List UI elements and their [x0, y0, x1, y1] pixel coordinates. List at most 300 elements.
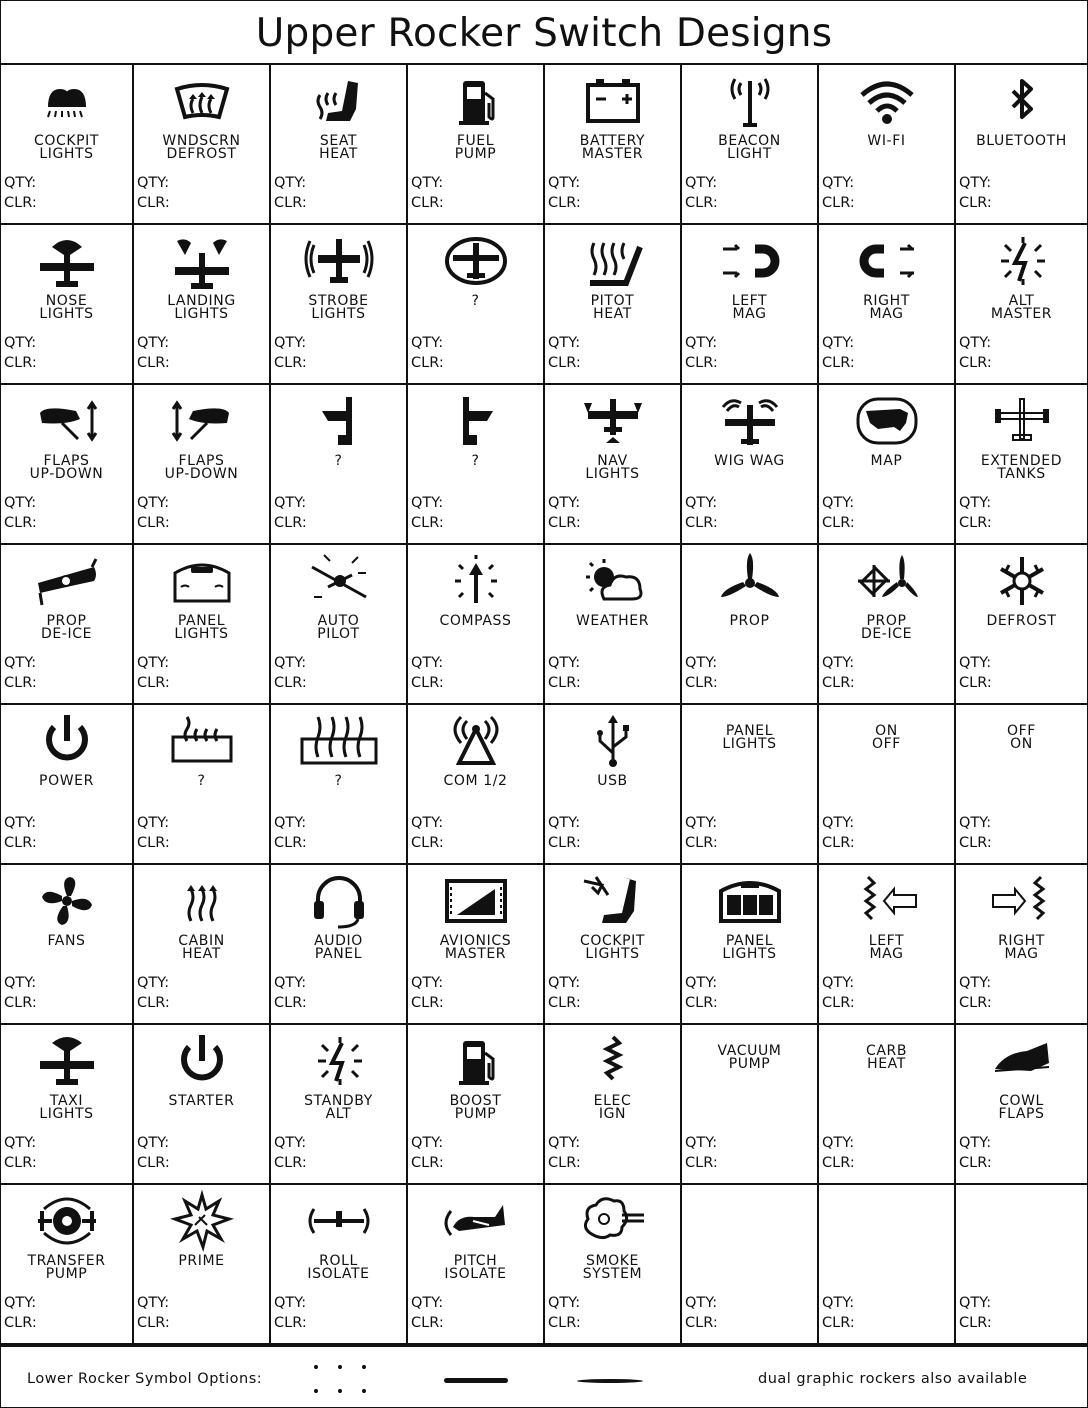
clr-label: CLR: [822, 1315, 855, 1331]
lower-rocker-options-label: Lower Rocker Symbol Options: [27, 1371, 263, 1387]
switch-label: FANS [47, 933, 86, 949]
clr-label: CLR: [685, 515, 718, 531]
qty-label: QTY: [274, 815, 307, 831]
switch-label: PROP DE-ICE [860, 613, 913, 642]
clr-label: CLR: [548, 675, 581, 691]
flaps-left-icon [134, 393, 269, 449]
qty-label: QTY: [137, 815, 170, 831]
taxi-lights-icon [1, 1033, 132, 1089]
switch-label: FLAPS UP-DOWN [29, 453, 104, 482]
qty-label: QTY: [137, 175, 170, 191]
switch-design-cell [1, 65, 134, 225]
switch-design-cell [271, 65, 408, 225]
qty-label: QTY: [274, 1295, 307, 1311]
clr-label: CLR: [274, 835, 307, 851]
qty-label: QTY: [959, 495, 992, 511]
qty-label: QTY: [137, 975, 170, 991]
switch-label: WIG WAG [714, 453, 785, 469]
heater-small-icon [134, 713, 269, 769]
magnet-right-icon [819, 233, 954, 289]
qty-label: QTY: [822, 655, 855, 671]
clr-label: CLR: [548, 995, 581, 1011]
clr-label: CLR: [822, 1155, 855, 1171]
smoke-system-icon [545, 1193, 680, 1249]
switch-design-cell [271, 865, 408, 1025]
spark-arrow-right-icon [956, 873, 1087, 929]
switch-label: COMPASS [439, 613, 512, 629]
switch-design-cell [271, 225, 408, 385]
switch-design-cell [134, 705, 271, 865]
flaps-right-icon [1, 393, 132, 449]
clr-label: CLR: [685, 195, 718, 211]
wing-section-right-icon [408, 393, 543, 449]
weather-icon [545, 553, 680, 609]
clr-label: CLR: [411, 195, 444, 211]
switch-design-cell [134, 225, 271, 385]
alt-master-icon [956, 233, 1087, 289]
qty-label: QTY: [411, 655, 444, 671]
qty-label: QTY: [959, 1135, 992, 1151]
switch-design-cell [134, 385, 271, 545]
switch-label: BATTERY MASTER [579, 133, 646, 162]
clr-label: CLR: [959, 1315, 992, 1331]
bluetooth-icon [956, 73, 1087, 129]
dot-symbol-dot [314, 1365, 318, 1369]
switch-design-cell [545, 225, 682, 385]
cockpit-seat-light-icon [545, 873, 680, 929]
dot-symbol-dot [314, 1389, 318, 1393]
switch-label: COCKPIT LIGHTS [33, 133, 100, 162]
switch-design-cell [134, 1185, 271, 1345]
switch-design-cell [408, 865, 545, 1025]
qty-label: QTY: [685, 175, 718, 191]
clr-label: CLR: [411, 1315, 444, 1331]
switch-design-cell [682, 705, 819, 865]
switch-label: RIGHT MAG [863, 293, 910, 322]
windscreen-defrost-icon [134, 73, 269, 129]
switch-label: BLUETOOTH [976, 133, 1067, 149]
clr-label: CLR: [274, 195, 307, 211]
switch-design-cell [819, 545, 956, 705]
clr-label: CLR: [548, 835, 581, 851]
qty-label: QTY: [4, 1295, 37, 1311]
clr-label: CLR: [411, 355, 444, 371]
switch-design-cell [682, 545, 819, 705]
clr-label: CLR: [137, 1315, 170, 1331]
switch-design-cell [545, 385, 682, 545]
qty-label: QTY: [4, 495, 37, 511]
tapered-line-symbol-option [577, 1379, 643, 1383]
switch-label: COWL FLAPS [998, 1093, 1045, 1122]
nose-lights-icon [1, 233, 132, 289]
qty-label: QTY: [274, 175, 307, 191]
switch-design-cell [1, 545, 134, 705]
switch-label: LEFT MAG [731, 293, 768, 322]
clr-label: CLR: [4, 355, 37, 371]
cockpit-lights-icon [1, 73, 132, 129]
clr-label: CLR: [685, 1315, 718, 1331]
clr-label: CLR: [4, 1315, 37, 1331]
clr-label: CLR: [959, 515, 992, 531]
switch-label: AVIONICS MASTER [439, 933, 512, 962]
landing-lights-icon [134, 233, 269, 289]
switch-design-cell [819, 1185, 956, 1345]
strobe-lights-icon [271, 233, 406, 289]
switch-label: FLAPS UP-DOWN [164, 453, 239, 482]
switch-label: DEFROST [986, 613, 1057, 629]
pitch-isolate-icon [408, 1193, 543, 1249]
qty-label: QTY: [548, 1135, 581, 1151]
switch-label: LANDING LIGHTS [167, 293, 236, 322]
switch-design-cell [271, 385, 408, 545]
qty-label: QTY: [548, 1295, 581, 1311]
headset-icon [271, 873, 406, 929]
clr-label: CLR: [822, 355, 855, 371]
switch-label: ALT MASTER [990, 293, 1053, 322]
switch-design-cell [819, 705, 956, 865]
qty-label: QTY: [411, 1295, 444, 1311]
switch-design-cell [271, 705, 408, 865]
qty-label: QTY: [411, 1135, 444, 1151]
qty-label: QTY: [137, 335, 170, 351]
clr-label: CLR: [685, 355, 718, 371]
clr-label: CLR: [685, 835, 718, 851]
roll-isolate-icon [271, 1193, 406, 1249]
switch-design-cell [956, 545, 1087, 705]
clr-label: CLR: [959, 1155, 992, 1171]
clr-label: CLR: [4, 995, 37, 1011]
clr-label: CLR: [4, 835, 37, 851]
switch-label: PITCH ISOLATE [444, 1253, 507, 1282]
switch-design-cell [134, 545, 271, 705]
line-symbol-option [444, 1378, 508, 1383]
switch-label: ? [334, 453, 343, 469]
qty-label: QTY: [548, 655, 581, 671]
qty-label: QTY: [274, 335, 307, 351]
switch-label: NOSE LIGHTS [39, 293, 94, 322]
qty-label: QTY: [4, 655, 37, 671]
switch-design-cell [819, 225, 956, 385]
switch-design-cell [545, 545, 682, 705]
switch-design-cell [1, 385, 134, 545]
clr-label: CLR: [274, 675, 307, 691]
beacon-icon [682, 73, 817, 129]
clr-label: CLR: [548, 1315, 581, 1331]
clr-label: CLR: [959, 195, 992, 211]
switch-design-cell [134, 65, 271, 225]
clr-label: CLR: [959, 675, 992, 691]
power-icon [134, 1033, 269, 1089]
clr-label: CLR: [822, 195, 855, 211]
fuel-pump-icon [408, 1033, 543, 1089]
qty-label: QTY: [137, 1135, 170, 1151]
qty-label: QTY: [137, 495, 170, 511]
qty-label: QTY: [959, 175, 992, 191]
switch-label: SEAT HEAT [319, 133, 358, 162]
qty-label: QTY: [959, 975, 992, 991]
clr-label: CLR: [411, 995, 444, 1011]
switch-label: COCKPIT LIGHTS [579, 933, 646, 962]
magnet-left-icon [682, 233, 817, 289]
qty-label: QTY: [411, 175, 444, 191]
switch-design-cell [956, 385, 1087, 545]
switch-label: NAV LIGHTS [585, 453, 640, 482]
switch-design-cell [956, 705, 1087, 865]
switch-design-cell [408, 1185, 545, 1345]
qty-label: QTY: [411, 495, 444, 511]
switch-design-cell [819, 385, 956, 545]
clr-label: CLR: [274, 995, 307, 1011]
wing-section-left-icon [271, 393, 406, 449]
qty-label: QTY: [685, 1295, 718, 1311]
transfer-pump-icon [1, 1193, 132, 1249]
qty-label: QTY: [548, 175, 581, 191]
switch-design-cell [819, 1025, 956, 1185]
switch-design-cell [682, 385, 819, 545]
clr-label: CLR: [685, 675, 718, 691]
dot-symbol-dot [338, 1389, 342, 1393]
switch-label: ? [197, 773, 206, 789]
switch-design-cell [956, 865, 1087, 1025]
clr-label: CLR: [685, 1155, 718, 1171]
clr-label: CLR: [137, 995, 170, 1011]
qty-label: QTY: [822, 495, 855, 511]
switch-label: STROBE LIGHTS [308, 293, 369, 322]
qty-label: QTY: [685, 975, 718, 991]
clr-label: CLR: [274, 355, 307, 371]
switch-label: PANEL LIGHTS [174, 613, 229, 642]
switch-design-cell [545, 1185, 682, 1345]
clr-label: CLR: [4, 195, 37, 211]
page-title: Upper Rocker Switch Designs [1, 1, 1087, 65]
switch-label: PITOT HEAT [590, 293, 635, 322]
qty-label: QTY: [822, 815, 855, 831]
switch-design-cell [1, 1185, 134, 1345]
pitot-heat-icon [545, 233, 680, 289]
switch-label: SMOKE SYSTEM [582, 1253, 643, 1282]
switch-design-cell [682, 1185, 819, 1345]
clr-label: CLR: [822, 675, 855, 691]
qty-label: QTY: [4, 975, 37, 991]
snowflake-propeller-icon [819, 553, 954, 609]
clr-label: CLR: [137, 1155, 170, 1171]
dot-symbol-dot [362, 1389, 366, 1393]
clr-label: CLR: [822, 515, 855, 531]
qty-label: QTY: [4, 175, 37, 191]
switch-label: ROLL ISOLATE [307, 1253, 370, 1282]
qty-label: QTY: [548, 815, 581, 831]
switch-label: OFF ON [1007, 723, 1036, 752]
antenna-icon [408, 713, 543, 769]
clr-label: CLR: [4, 1155, 37, 1171]
seat-heat-icon [271, 73, 406, 129]
battery-icon [545, 73, 680, 129]
dot-symbol-dot [362, 1365, 366, 1369]
switch-label: COM 1/2 [443, 773, 508, 789]
spark-icon [545, 1033, 680, 1089]
heat-waves-icon [134, 873, 269, 929]
qty-label: QTY: [4, 335, 37, 351]
switch-label: TRANSFER PUMP [27, 1253, 106, 1282]
switch-label: LEFT MAG [868, 933, 905, 962]
autopilot-icon [271, 553, 406, 609]
switch-label: ? [471, 293, 480, 309]
switch-label: AUDIO PANEL [314, 933, 363, 962]
qty-label: QTY: [685, 1135, 718, 1151]
switch-design-cell [408, 385, 545, 545]
fan-icon [1, 873, 132, 929]
propeller-icon [682, 553, 817, 609]
qty-label: QTY: [411, 335, 444, 351]
switch-design-cell [408, 705, 545, 865]
switch-label: ELEC IGN [593, 1093, 632, 1122]
qty-label: QTY: [137, 1295, 170, 1311]
qty-label: QTY: [822, 1135, 855, 1151]
clr-label: CLR: [959, 835, 992, 851]
extended-tanks-icon [956, 393, 1087, 449]
clr-label: CLR: [959, 355, 992, 371]
switch-design-cell [682, 65, 819, 225]
switch-label: PANEL LIGHTS [722, 723, 777, 752]
clr-label: CLR: [137, 675, 170, 691]
switch-label: ? [334, 773, 343, 789]
clr-label: CLR: [274, 515, 307, 531]
clr-label: CLR: [411, 675, 444, 691]
dot-symbol-dot [338, 1365, 342, 1369]
switch-label: VACUUM PUMP [717, 1043, 782, 1072]
clr-label: CLR: [548, 1155, 581, 1171]
switch-design-cell [819, 865, 956, 1025]
switch-design-cell [271, 1185, 408, 1345]
qty-label: QTY: [411, 975, 444, 991]
prime-burst-icon [134, 1193, 269, 1249]
switch-label: CABIN HEAT [178, 933, 225, 962]
clr-label: CLR: [548, 355, 581, 371]
qty-label: QTY: [685, 655, 718, 671]
clr-label: CLR: [137, 515, 170, 531]
prop-blade-icon [1, 553, 132, 609]
qty-label: QTY: [4, 1135, 37, 1151]
clr-label: CLR: [411, 1155, 444, 1171]
switch-label: PROP DE-ICE [40, 613, 93, 642]
qty-label: QTY: [959, 655, 992, 671]
clr-label: CLR: [274, 1155, 307, 1171]
switch-label: BOOST PUMP [449, 1093, 502, 1122]
switch-label: MAP [870, 453, 903, 469]
clr-label: CLR: [959, 995, 992, 1011]
switch-design-cell [956, 1185, 1087, 1345]
cowl-flaps-icon [956, 1033, 1087, 1089]
switch-design-cell [1, 705, 134, 865]
instrument-panel-icon [682, 873, 817, 929]
switch-design-cell [408, 545, 545, 705]
map-icon [819, 393, 954, 449]
switch-design-cell [1, 865, 134, 1025]
nav-lights-icon [545, 393, 680, 449]
switch-design-cell [682, 865, 819, 1025]
qty-label: QTY: [959, 335, 992, 351]
qty-label: QTY: [274, 655, 307, 671]
fuel-pump-icon [408, 73, 543, 129]
clr-label: CLR: [4, 515, 37, 531]
heater-large-icon [271, 713, 406, 769]
airplane-oval-icon [408, 233, 543, 289]
avionics-display-icon [408, 873, 543, 929]
qty-label: QTY: [411, 815, 444, 831]
switch-label: PROP [729, 613, 770, 629]
qty-label: QTY: [959, 815, 992, 831]
qty-label: QTY: [548, 495, 581, 511]
switch-label: TAXI LIGHTS [39, 1093, 94, 1122]
qty-label: QTY: [959, 1295, 992, 1311]
switch-design-cell [956, 225, 1087, 385]
switch-label: EXTENDED TANKS [980, 453, 1063, 482]
switch-design-cell [1, 1025, 134, 1185]
clr-label: CLR: [822, 835, 855, 851]
clr-label: CLR: [137, 355, 170, 371]
switch-label: AUTO PILOT [317, 613, 360, 642]
switch-design-cell [545, 65, 682, 225]
usb-icon [545, 713, 680, 769]
dual-graphic-note: dual graphic rockers also available [758, 1371, 1028, 1387]
clr-label: CLR: [685, 995, 718, 1011]
switch-design-cell [408, 225, 545, 385]
wig-wag-icon [682, 393, 817, 449]
switch-label: POWER [39, 773, 94, 789]
qty-label: QTY: [548, 975, 581, 991]
switch-design-cell [956, 65, 1087, 225]
switch-label: PANEL LIGHTS [722, 933, 777, 962]
clr-label: CLR: [411, 515, 444, 531]
switch-label: FUEL PUMP [454, 133, 497, 162]
switch-label: PRIME [178, 1253, 225, 1269]
switch-design-cell [134, 865, 271, 1025]
clr-label: CLR: [137, 835, 170, 851]
qty-label: QTY: [274, 975, 307, 991]
qty-label: QTY: [685, 335, 718, 351]
switch-label: USB [597, 773, 628, 789]
switch-label: ON OFF [872, 723, 901, 752]
clr-label: CLR: [548, 515, 581, 531]
switch-label: CARB HEAT [865, 1043, 908, 1072]
qty-label: QTY: [274, 495, 307, 511]
qty-label: QTY: [822, 975, 855, 991]
switch-design-cell [134, 1025, 271, 1185]
switch-design-cell [545, 865, 682, 1025]
spark-arrow-left-icon [819, 873, 954, 929]
clr-label: CLR: [274, 1315, 307, 1331]
qty-label: QTY: [4, 815, 37, 831]
switch-design-cell [408, 65, 545, 225]
qty-label: QTY: [685, 495, 718, 511]
clr-label: CLR: [411, 835, 444, 851]
switch-design-cell [682, 1025, 819, 1185]
qty-label: QTY: [822, 335, 855, 351]
switch-label: BEACON LIGHT [718, 133, 781, 162]
switch-label: WEATHER [575, 613, 650, 629]
switch-design-cell [1, 225, 134, 385]
switch-label: ? [471, 453, 480, 469]
wifi-icon [819, 73, 954, 129]
lower-rocker-footer [1, 1345, 1087, 1407]
switch-design-cell [545, 705, 682, 865]
qty-label: QTY: [822, 1295, 855, 1311]
switch-label: STANDBY ALT [304, 1093, 373, 1122]
qty-label: QTY: [822, 175, 855, 191]
clr-label: CLR: [822, 995, 855, 1011]
clr-label: CLR: [548, 195, 581, 211]
qty-label: QTY: [137, 655, 170, 671]
